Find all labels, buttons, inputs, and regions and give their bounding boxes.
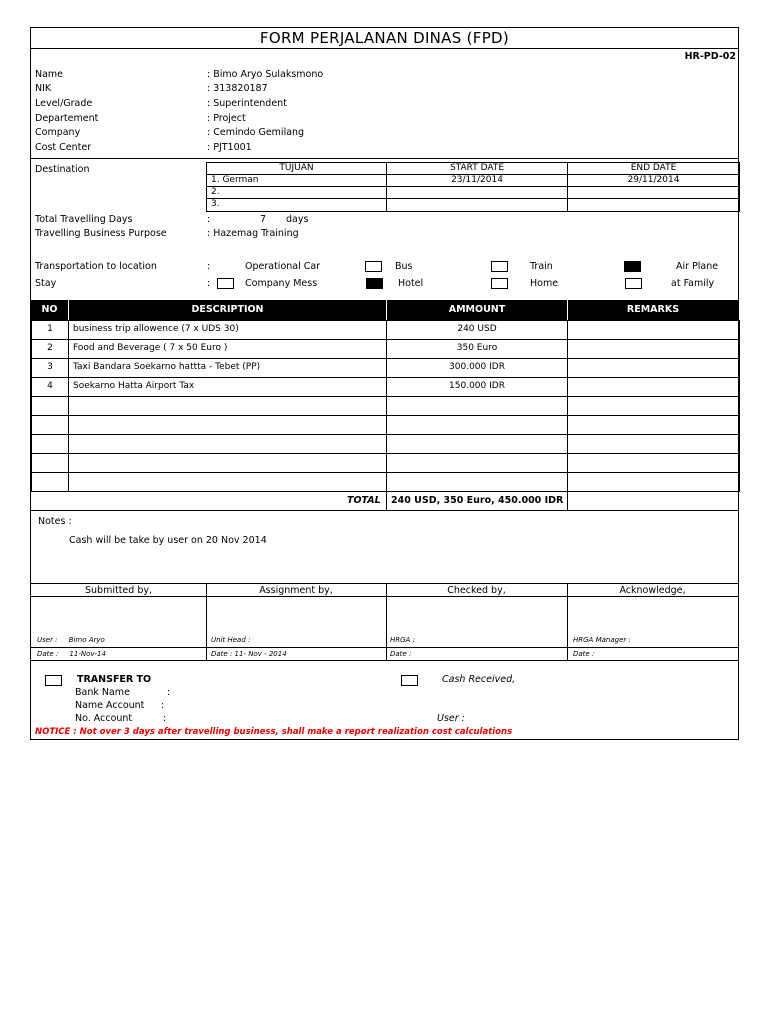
remarks-header: REMARKS bbox=[567, 300, 738, 320]
cost-amount-cell: 300.000 IDR bbox=[386, 358, 568, 378]
submitted-by-header: Submitted by, bbox=[85, 585, 152, 596]
cost-description-cell bbox=[68, 453, 387, 473]
cost-amount-cell: 350 Euro bbox=[386, 339, 568, 359]
assignment-by-header: Assignment by, bbox=[259, 585, 333, 596]
name-account-label: Name Account bbox=[75, 700, 145, 711]
hotel-label: Hotel bbox=[398, 278, 424, 289]
cash-received-label: Cash Received, bbox=[442, 674, 516, 685]
cost-description-cell bbox=[68, 434, 387, 454]
cost-description-cell: business trip allowence (7 x UDS 30) bbox=[68, 320, 387, 340]
name-value: : Bimo Aryo Sulaksmono bbox=[207, 69, 324, 80]
no-header: NO bbox=[31, 300, 68, 320]
company-mess-label: Company Mess bbox=[245, 278, 318, 289]
cost-no-cell: 2 bbox=[31, 339, 69, 359]
cost-no-cell bbox=[31, 415, 69, 435]
divider bbox=[31, 660, 738, 661]
cost-amount-cell bbox=[386, 415, 568, 435]
company-label: Company bbox=[35, 127, 81, 138]
operational-car-label: Operational Car bbox=[245, 261, 321, 272]
stay-colon: : bbox=[207, 278, 211, 289]
start-date-cell bbox=[386, 198, 568, 212]
company-mess-checkbox[interactable] bbox=[217, 278, 234, 289]
cost-remarks-cell bbox=[567, 453, 740, 473]
air-plane-label: Air Plane bbox=[676, 261, 719, 272]
cost-amount-cell: 150.000 IDR bbox=[386, 377, 568, 397]
home-label: Home bbox=[530, 278, 559, 289]
cost-remarks-cell bbox=[567, 320, 740, 340]
at-family-label: at Family bbox=[671, 278, 715, 289]
grade-value: : Superintendent bbox=[207, 98, 287, 109]
cost-no-cell bbox=[31, 472, 69, 492]
cost-amount-cell bbox=[386, 472, 568, 492]
divider bbox=[386, 492, 387, 511]
bank-name-colon: : bbox=[167, 687, 171, 698]
total-label: TOTAL bbox=[347, 495, 381, 506]
hrga-manager-signature: HRGA Manager : bbox=[573, 636, 631, 644]
destination-cell: 1. German bbox=[206, 174, 387, 187]
cost-remarks-cell bbox=[567, 396, 740, 416]
user-signature: User : Bimo Aryo bbox=[37, 636, 105, 644]
cost-no-cell: 3 bbox=[31, 358, 69, 378]
cost-description-cell bbox=[68, 396, 387, 416]
nik-value: : 313820187 bbox=[207, 83, 268, 94]
cost-remarks-cell bbox=[567, 339, 740, 359]
cost-no-cell: 4 bbox=[31, 377, 69, 397]
tujuan-header: TUJUAN bbox=[206, 162, 387, 175]
cost-amount-cell: 240 USD bbox=[386, 320, 568, 340]
divider bbox=[31, 583, 738, 584]
divider bbox=[31, 158, 738, 159]
start-date-header: START DATE bbox=[386, 162, 568, 175]
company-value: : Cemindo Gemilang bbox=[207, 127, 305, 138]
amount-header: AMMOUNT bbox=[386, 300, 567, 320]
cost-description-cell: Food and Beverage ( 7 x 50 Euro ) bbox=[68, 339, 387, 359]
air-plane-checkbox[interactable] bbox=[624, 261, 641, 272]
cost-center-label: Cost Center bbox=[35, 142, 92, 153]
cost-description-cell bbox=[68, 415, 387, 435]
divider bbox=[31, 596, 738, 597]
start-date-cell: 23/11/2014 bbox=[386, 174, 568, 187]
destination-label: Destination bbox=[35, 164, 90, 175]
cost-remarks-cell bbox=[567, 415, 740, 435]
end-date-cell bbox=[567, 198, 740, 212]
cost-description-cell: Soekarno Hatta Airport Tax bbox=[68, 377, 387, 397]
cost-description-cell: Taxi Bandara Soekarno hattta - Tebet (PP) bbox=[68, 358, 387, 378]
transport-colon: : bbox=[207, 261, 211, 272]
form-code: HR-PD-02 bbox=[684, 51, 736, 62]
notes-label: Notes : bbox=[38, 516, 72, 527]
transport-label: Transportation to location bbox=[35, 261, 157, 272]
acknowledge-date: Date : bbox=[573, 650, 595, 658]
travel-days-colon: : bbox=[207, 214, 211, 225]
transfer-title: TRANSFER TO bbox=[77, 674, 152, 685]
travel-days-label: Total Travelling Days bbox=[35, 214, 133, 225]
name-account-colon: : bbox=[161, 700, 165, 711]
cost-center-value: : PJT1001 bbox=[207, 142, 252, 153]
destination-cell: 3. bbox=[206, 198, 387, 212]
at-family-checkbox[interactable] bbox=[625, 278, 642, 289]
end-date-cell: 29/11/2014 bbox=[567, 174, 740, 187]
cost-no-cell bbox=[31, 453, 69, 473]
account-number-label: No. Account bbox=[75, 713, 133, 724]
cost-remarks-cell bbox=[567, 434, 740, 454]
cost-amount-cell bbox=[386, 396, 568, 416]
submit-date: Date : 11-Nov-14 bbox=[37, 650, 106, 658]
notes-text: Cash will be take by user on 20 Nov 2014 bbox=[69, 535, 267, 546]
travel-days-unit: days bbox=[286, 214, 309, 225]
divider bbox=[31, 510, 738, 511]
cost-amount-cell bbox=[386, 434, 568, 454]
bank-name-label: Bank Name bbox=[75, 687, 130, 698]
unit-head-signature: Unit Head : bbox=[211, 636, 251, 644]
end-date-header: END DATE bbox=[567, 162, 740, 175]
home-checkbox[interactable] bbox=[491, 278, 508, 289]
grade-label: Level/Grade bbox=[35, 98, 93, 109]
hrga-signature: HRGA : bbox=[390, 636, 415, 644]
total-value: 240 USD, 350 Euro, 450.000 IDR bbox=[391, 495, 564, 506]
checked-by-header: Checked by, bbox=[447, 585, 506, 596]
stay-label: Stay bbox=[35, 278, 57, 289]
cash-received-checkbox[interactable] bbox=[401, 675, 418, 686]
cost-amount-cell bbox=[386, 453, 568, 473]
train-checkbox[interactable] bbox=[491, 261, 508, 272]
department-value: : Project bbox=[207, 113, 246, 124]
transfer-checkbox[interactable] bbox=[45, 675, 62, 686]
divider bbox=[567, 492, 568, 511]
cost-remarks-cell bbox=[567, 472, 740, 492]
cost-no-cell bbox=[31, 434, 69, 454]
hotel-checkbox[interactable] bbox=[366, 278, 383, 289]
user-label: User : bbox=[437, 713, 465, 724]
cost-no-cell bbox=[31, 396, 69, 416]
purpose-label: Travelling Business Purpose bbox=[35, 228, 167, 239]
cost-remarks-cell bbox=[567, 358, 740, 378]
acknowledge-header: Acknowledge, bbox=[619, 585, 686, 596]
assignment-date: Date : 11- Nov - 2014 bbox=[211, 650, 287, 658]
travel-days-value: 7 bbox=[260, 214, 267, 225]
description-header: DESCRIPTION bbox=[68, 300, 386, 320]
bus-label: Bus bbox=[395, 261, 413, 272]
cost-description-cell bbox=[68, 472, 387, 492]
notice-text: NOTICE : Not over 3 days after travelling business, shall make a report realization cost calculations bbox=[35, 727, 513, 737]
form-title: FORM PERJALANAN DINAS (FPD) bbox=[31, 28, 738, 49]
destination-cell: 2. bbox=[206, 186, 387, 199]
fpd-form bbox=[30, 27, 739, 740]
cost-remarks-cell bbox=[567, 377, 740, 397]
department-label: Departement bbox=[35, 113, 99, 124]
purpose-value: : Hazemag Training bbox=[207, 228, 299, 239]
checked-date: Date : bbox=[390, 650, 412, 658]
bus-checkbox[interactable] bbox=[365, 261, 382, 272]
account-number-colon: : bbox=[163, 713, 167, 724]
divider bbox=[31, 647, 738, 648]
cost-no-cell: 1 bbox=[31, 320, 69, 340]
name-label: Name bbox=[35, 69, 64, 80]
nik-label: NIK bbox=[35, 83, 52, 94]
train-label: Train bbox=[530, 261, 553, 272]
